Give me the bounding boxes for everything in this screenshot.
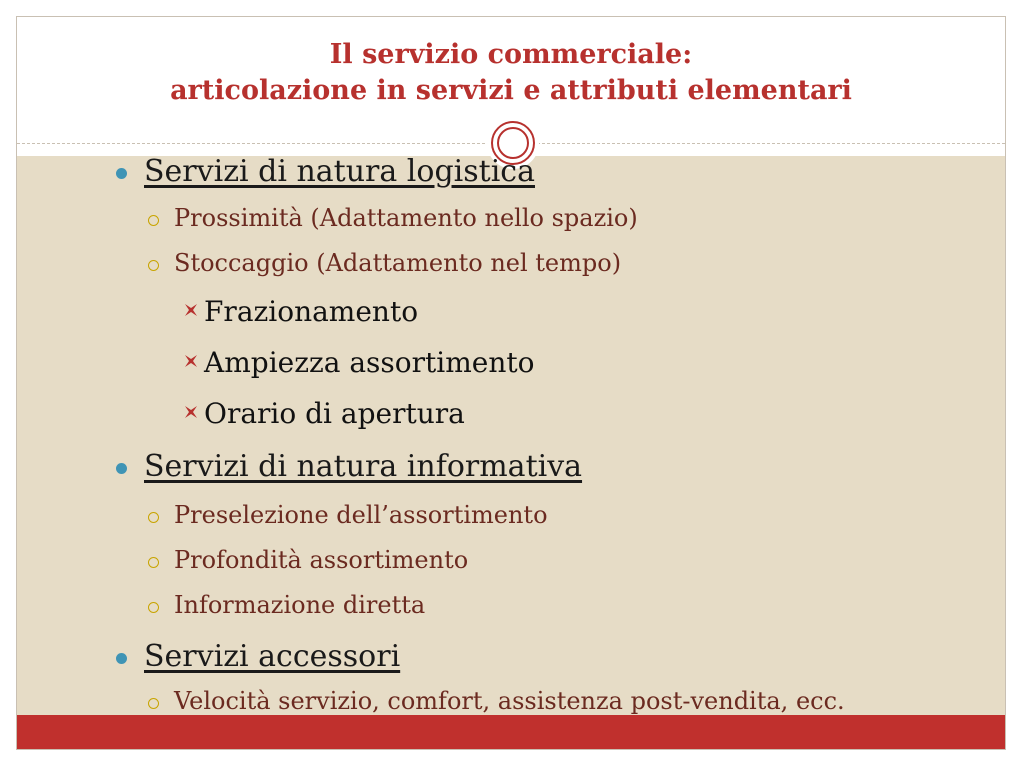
bullet-ring-icon: [148, 512, 159, 523]
list-item: [174, 546, 468, 574]
bullet-dot-icon: [116, 168, 127, 179]
bullet-ring-icon: [148, 557, 159, 568]
list-item: [204, 397, 465, 430]
bullet-ring-icon: [148, 698, 159, 709]
list-item: [204, 295, 418, 328]
bullet-ring-icon: [148, 260, 159, 271]
item-label: Frazionamento: [204, 295, 419, 328]
list-item: [204, 346, 534, 379]
bullet-cross-icon: [184, 303, 198, 317]
item-label: Orario di apertura: [204, 397, 465, 430]
bullet-list: [17, 17, 1005, 749]
slide-frame: [16, 16, 1006, 750]
bullet-cross-icon: [184, 405, 198, 419]
item-label: Servizi accessori: [144, 639, 401, 674]
list-item: [174, 249, 621, 277]
list-item: [144, 639, 400, 674]
list-item: [174, 591, 425, 619]
bullet-dot-icon: [116, 653, 127, 664]
list-item: [174, 204, 638, 232]
item-label: Servizi di natura logistica: [144, 154, 535, 189]
bullet-ring-icon: [148, 215, 159, 226]
list-item: [174, 501, 548, 529]
item-label: Prossimità (Adattamento nello spazio): [174, 204, 638, 232]
item-label: Servizi di natura informativa: [144, 449, 583, 484]
bullet-ring-icon: [148, 602, 159, 613]
list-item: [144, 154, 535, 189]
item-label: Preselezione dell’assortimento: [174, 501, 548, 529]
item-label: Velocità servizio, comfort, assistenza post-vendita, ecc.: [174, 687, 845, 715]
list-item: [144, 449, 582, 484]
item-label: Stoccaggio (Adattamento nel tempo): [174, 249, 622, 277]
item-label: Ampiezza assortimento: [204, 346, 535, 379]
title-line-2: articolazione in servizi e attributi elementari: [170, 75, 852, 106]
list-item: [174, 687, 845, 715]
bullet-dot-icon: [116, 463, 127, 474]
bullet-cross-icon: [184, 354, 198, 368]
item-label: Profondità assortimento: [174, 546, 469, 574]
item-label: Informazione diretta: [174, 591, 426, 619]
title-line-1: Il servizio commerciale:: [329, 39, 693, 70]
